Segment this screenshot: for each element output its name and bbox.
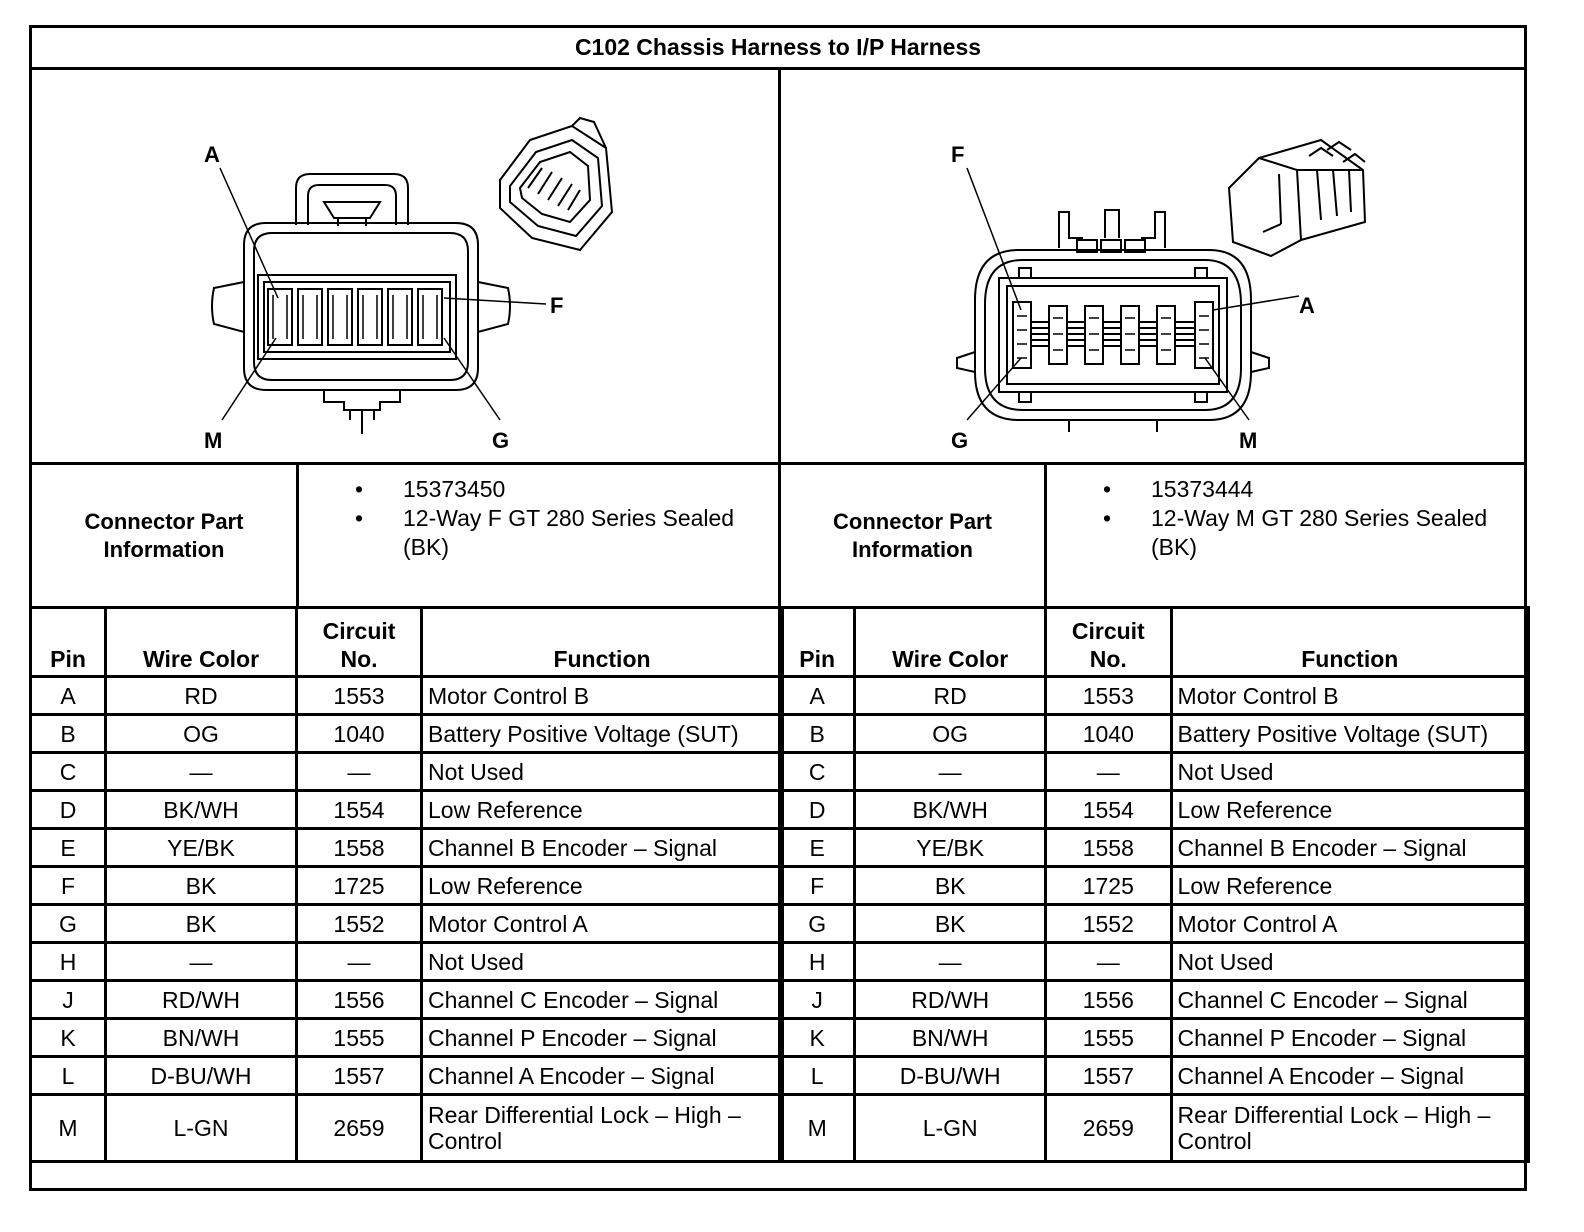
connector-sheet: [29, 25, 1527, 1191]
wire-color-cell: L-GN: [855, 1095, 1046, 1162]
pin-cell: F: [31, 867, 106, 905]
pin-label-bottom-left: G: [951, 428, 969, 453]
wire-color-cell: BK: [106, 867, 297, 905]
part-description: • 12-Way M GT 280 Series Sealed (BK): [1047, 504, 1524, 562]
pin-label-top-left: F: [951, 142, 965, 167]
circuit-cell: 1040: [297, 715, 422, 753]
function-cell: Channel C Encoder – Signal: [422, 981, 783, 1019]
pin-cell: K: [780, 1019, 855, 1057]
pin-cell: M: [780, 1095, 855, 1162]
pin-cell: L: [31, 1057, 106, 1095]
pin-row: [31, 981, 783, 1019]
pin-row: [780, 715, 1529, 753]
wire-color-cell: —: [106, 943, 297, 981]
wire-color-cell: RD/WH: [855, 981, 1046, 1019]
function-cell: Channel B Encoder – Signal: [1171, 829, 1528, 867]
circuit-cell: 1725: [1046, 867, 1172, 905]
header-circuit-no: [297, 608, 422, 677]
pin-cell: H: [31, 943, 106, 981]
function-cell: Not Used: [1171, 943, 1528, 981]
function-cell: Battery Positive Voltage (SUT): [422, 715, 783, 753]
function-cell: Motor Control A: [1171, 905, 1528, 943]
pin-cell: H: [780, 943, 855, 981]
pin-label-bottom-left: M: [204, 428, 223, 453]
function-cell: Motor Control A: [422, 905, 783, 943]
pin-cell: L: [780, 1057, 855, 1095]
pin-row: [31, 829, 783, 867]
wire-color-cell: BN/WH: [855, 1019, 1046, 1057]
circuit-cell: 1554: [1046, 791, 1172, 829]
function-cell: Rear Differential Lock – High – Control: [1171, 1095, 1528, 1162]
function-cell: Battery Positive Voltage (SUT): [1171, 715, 1528, 753]
pin-label-bottom-right: M: [1239, 428, 1258, 453]
function-cell: Channel A Encoder – Signal: [1171, 1057, 1528, 1095]
function-cell: Not Used: [422, 753, 783, 791]
circuit-cell: 1555: [297, 1019, 422, 1057]
wire-color-cell: OG: [855, 715, 1046, 753]
wire-color-cell: D-BU/WH: [855, 1057, 1046, 1095]
connector-part-info-label-right: Connector Part Information: [781, 465, 1047, 606]
wire-color-cell: BK: [106, 905, 297, 943]
pin-row: [31, 791, 783, 829]
pin-label-bottom-right: G: [492, 428, 510, 453]
function-cell: Not Used: [422, 943, 783, 981]
pin-cell: J: [780, 981, 855, 1019]
header-wire-color: Wire Color: [106, 608, 297, 677]
function-cell: Channel P Encoder – Signal: [1171, 1019, 1528, 1057]
pin-cell: G: [31, 905, 106, 943]
circuit-cell: —: [297, 753, 422, 791]
wire-color-cell: —: [855, 943, 1046, 981]
wire-color-cell: BK/WH: [106, 791, 297, 829]
connector-part-info-label-left: Connector Part Information: [32, 465, 299, 606]
female-connector-diagram: [32, 70, 781, 462]
pin-cell: B: [780, 715, 855, 753]
wire-color-cell: RD/WH: [106, 981, 297, 1019]
header-pin: Pin: [31, 608, 106, 677]
pin-row: [780, 1019, 1529, 1057]
wire-color-cell: —: [106, 753, 297, 791]
pin-row: [31, 1019, 783, 1057]
wire-color-cell: BK/WH: [855, 791, 1046, 829]
part-number: • 15373444: [1047, 475, 1524, 504]
circuit-cell: 1557: [1046, 1057, 1172, 1095]
wire-color-cell: L-GN: [106, 1095, 297, 1162]
circuit-cell: —: [1046, 753, 1172, 791]
pin-row: [31, 753, 783, 791]
circuit-cell: 1558: [297, 829, 422, 867]
pin-cell: A: [780, 677, 855, 715]
wire-color-cell: BK: [855, 867, 1046, 905]
pin-label-top-left: A: [204, 142, 220, 167]
pin-row: [780, 1057, 1529, 1095]
function-cell: Low Reference: [1171, 867, 1528, 905]
pin-row: [31, 1057, 783, 1095]
part-number: • 15373450: [299, 475, 778, 504]
male-connector-diagram: [781, 70, 1524, 462]
function-cell: Low Reference: [422, 791, 783, 829]
wire-color-cell: BN/WH: [106, 1019, 297, 1057]
wire-color-cell: OG: [106, 715, 297, 753]
circuit-cell: 1553: [297, 677, 422, 715]
sheet-title: C102 Chassis Harness to I/P Harness: [32, 28, 1524, 70]
function-cell: Channel C Encoder – Signal: [1171, 981, 1528, 1019]
header-function: Function: [422, 608, 783, 677]
circuit-cell: —: [1046, 943, 1172, 981]
pin-cell: B: [31, 715, 106, 753]
pin-label-right: F: [550, 293, 564, 318]
function-cell: Rear Differential Lock – High – Control: [422, 1095, 783, 1162]
pin-row: [780, 829, 1529, 867]
circuit-cell: 1554: [297, 791, 422, 829]
circuit-cell: 1558: [1046, 829, 1172, 867]
pin-cell: C: [31, 753, 106, 791]
pin-row: [31, 677, 783, 715]
header-circuit-no: [1046, 608, 1172, 677]
circuit-cell: 1040: [1046, 715, 1172, 753]
function-cell: Channel B Encoder – Signal: [422, 829, 783, 867]
circuit-cell: 1552: [1046, 905, 1172, 943]
connector-part-info-row: [32, 462, 1524, 606]
wire-color-cell: BK: [855, 905, 1046, 943]
function-cell: Low Reference: [422, 867, 783, 905]
pin-cell: M: [31, 1095, 106, 1162]
pin-label-right: A: [1299, 293, 1315, 318]
pin-cell: A: [31, 677, 106, 715]
circuit-cell: 1557: [297, 1057, 422, 1095]
pin-row: [31, 1095, 783, 1162]
pin-cell: J: [31, 981, 106, 1019]
function-cell: Not Used: [1171, 753, 1528, 791]
header-circuit-no-text: Circuit No.: [322, 618, 396, 672]
wire-color-cell: RD: [855, 677, 1046, 715]
pin-cell: D: [780, 791, 855, 829]
circuit-cell: 1725: [297, 867, 422, 905]
pin-cell: E: [31, 829, 106, 867]
function-cell: Motor Control B: [1171, 677, 1528, 715]
circuit-cell: 1553: [1046, 677, 1172, 715]
function-cell: Low Reference: [1171, 791, 1528, 829]
pin-row: [780, 981, 1529, 1019]
pin-row: [31, 867, 783, 905]
connector-part-info-list-left: [299, 465, 781, 606]
pin-cell: C: [780, 753, 855, 791]
wire-color-cell: D-BU/WH: [106, 1057, 297, 1095]
pin-row: [780, 791, 1529, 829]
circuit-cell: 1556: [1046, 981, 1172, 1019]
circuit-cell: —: [297, 943, 422, 981]
header-function: Function: [1171, 608, 1528, 677]
header-circuit-no-text: Circuit No.: [1071, 618, 1145, 672]
pin-row: [31, 943, 783, 981]
wire-color-cell: —: [855, 753, 1046, 791]
pin-table-left: [29, 606, 784, 1163]
part-description: • 12-Way F GT 280 Series Sealed (BK): [299, 504, 778, 562]
circuit-cell: 1555: [1046, 1019, 1172, 1057]
circuit-cell: 1556: [297, 981, 422, 1019]
connector-part-info-list-right: [1047, 465, 1524, 606]
pin-row: [780, 943, 1529, 981]
pin-table-right: [778, 606, 1530, 1163]
circuit-cell: 1552: [297, 905, 422, 943]
function-cell: Channel A Encoder – Signal: [422, 1057, 783, 1095]
pin-row: [31, 715, 783, 753]
pin-cell: E: [780, 829, 855, 867]
pin-cell: D: [31, 791, 106, 829]
pin-cell: K: [31, 1019, 106, 1057]
function-cell: Channel P Encoder – Signal: [422, 1019, 783, 1057]
pin-row: [780, 753, 1529, 791]
circuit-cell: 2659: [297, 1095, 422, 1162]
pin-row: [780, 1095, 1529, 1162]
female-connector-face-view: [32, 70, 778, 462]
circuit-cell: 2659: [1046, 1095, 1172, 1162]
wire-color-cell: RD: [106, 677, 297, 715]
pin-cell: G: [780, 905, 855, 943]
function-cell: Motor Control B: [422, 677, 783, 715]
pin-cell: F: [780, 867, 855, 905]
male-connector-face-view: [781, 70, 1524, 462]
male-connector-isometric-icon: [1229, 140, 1365, 256]
female-connector-isometric-icon: [500, 118, 612, 250]
pin-row: [31, 905, 783, 943]
pin-row: [780, 677, 1529, 715]
pin-row: [780, 867, 1529, 905]
wire-color-cell: YE/BK: [855, 829, 1046, 867]
pin-row: [780, 905, 1529, 943]
header-wire-color: Wire Color: [855, 608, 1046, 677]
header-pin: Pin: [780, 608, 855, 677]
wire-color-cell: YE/BK: [106, 829, 297, 867]
